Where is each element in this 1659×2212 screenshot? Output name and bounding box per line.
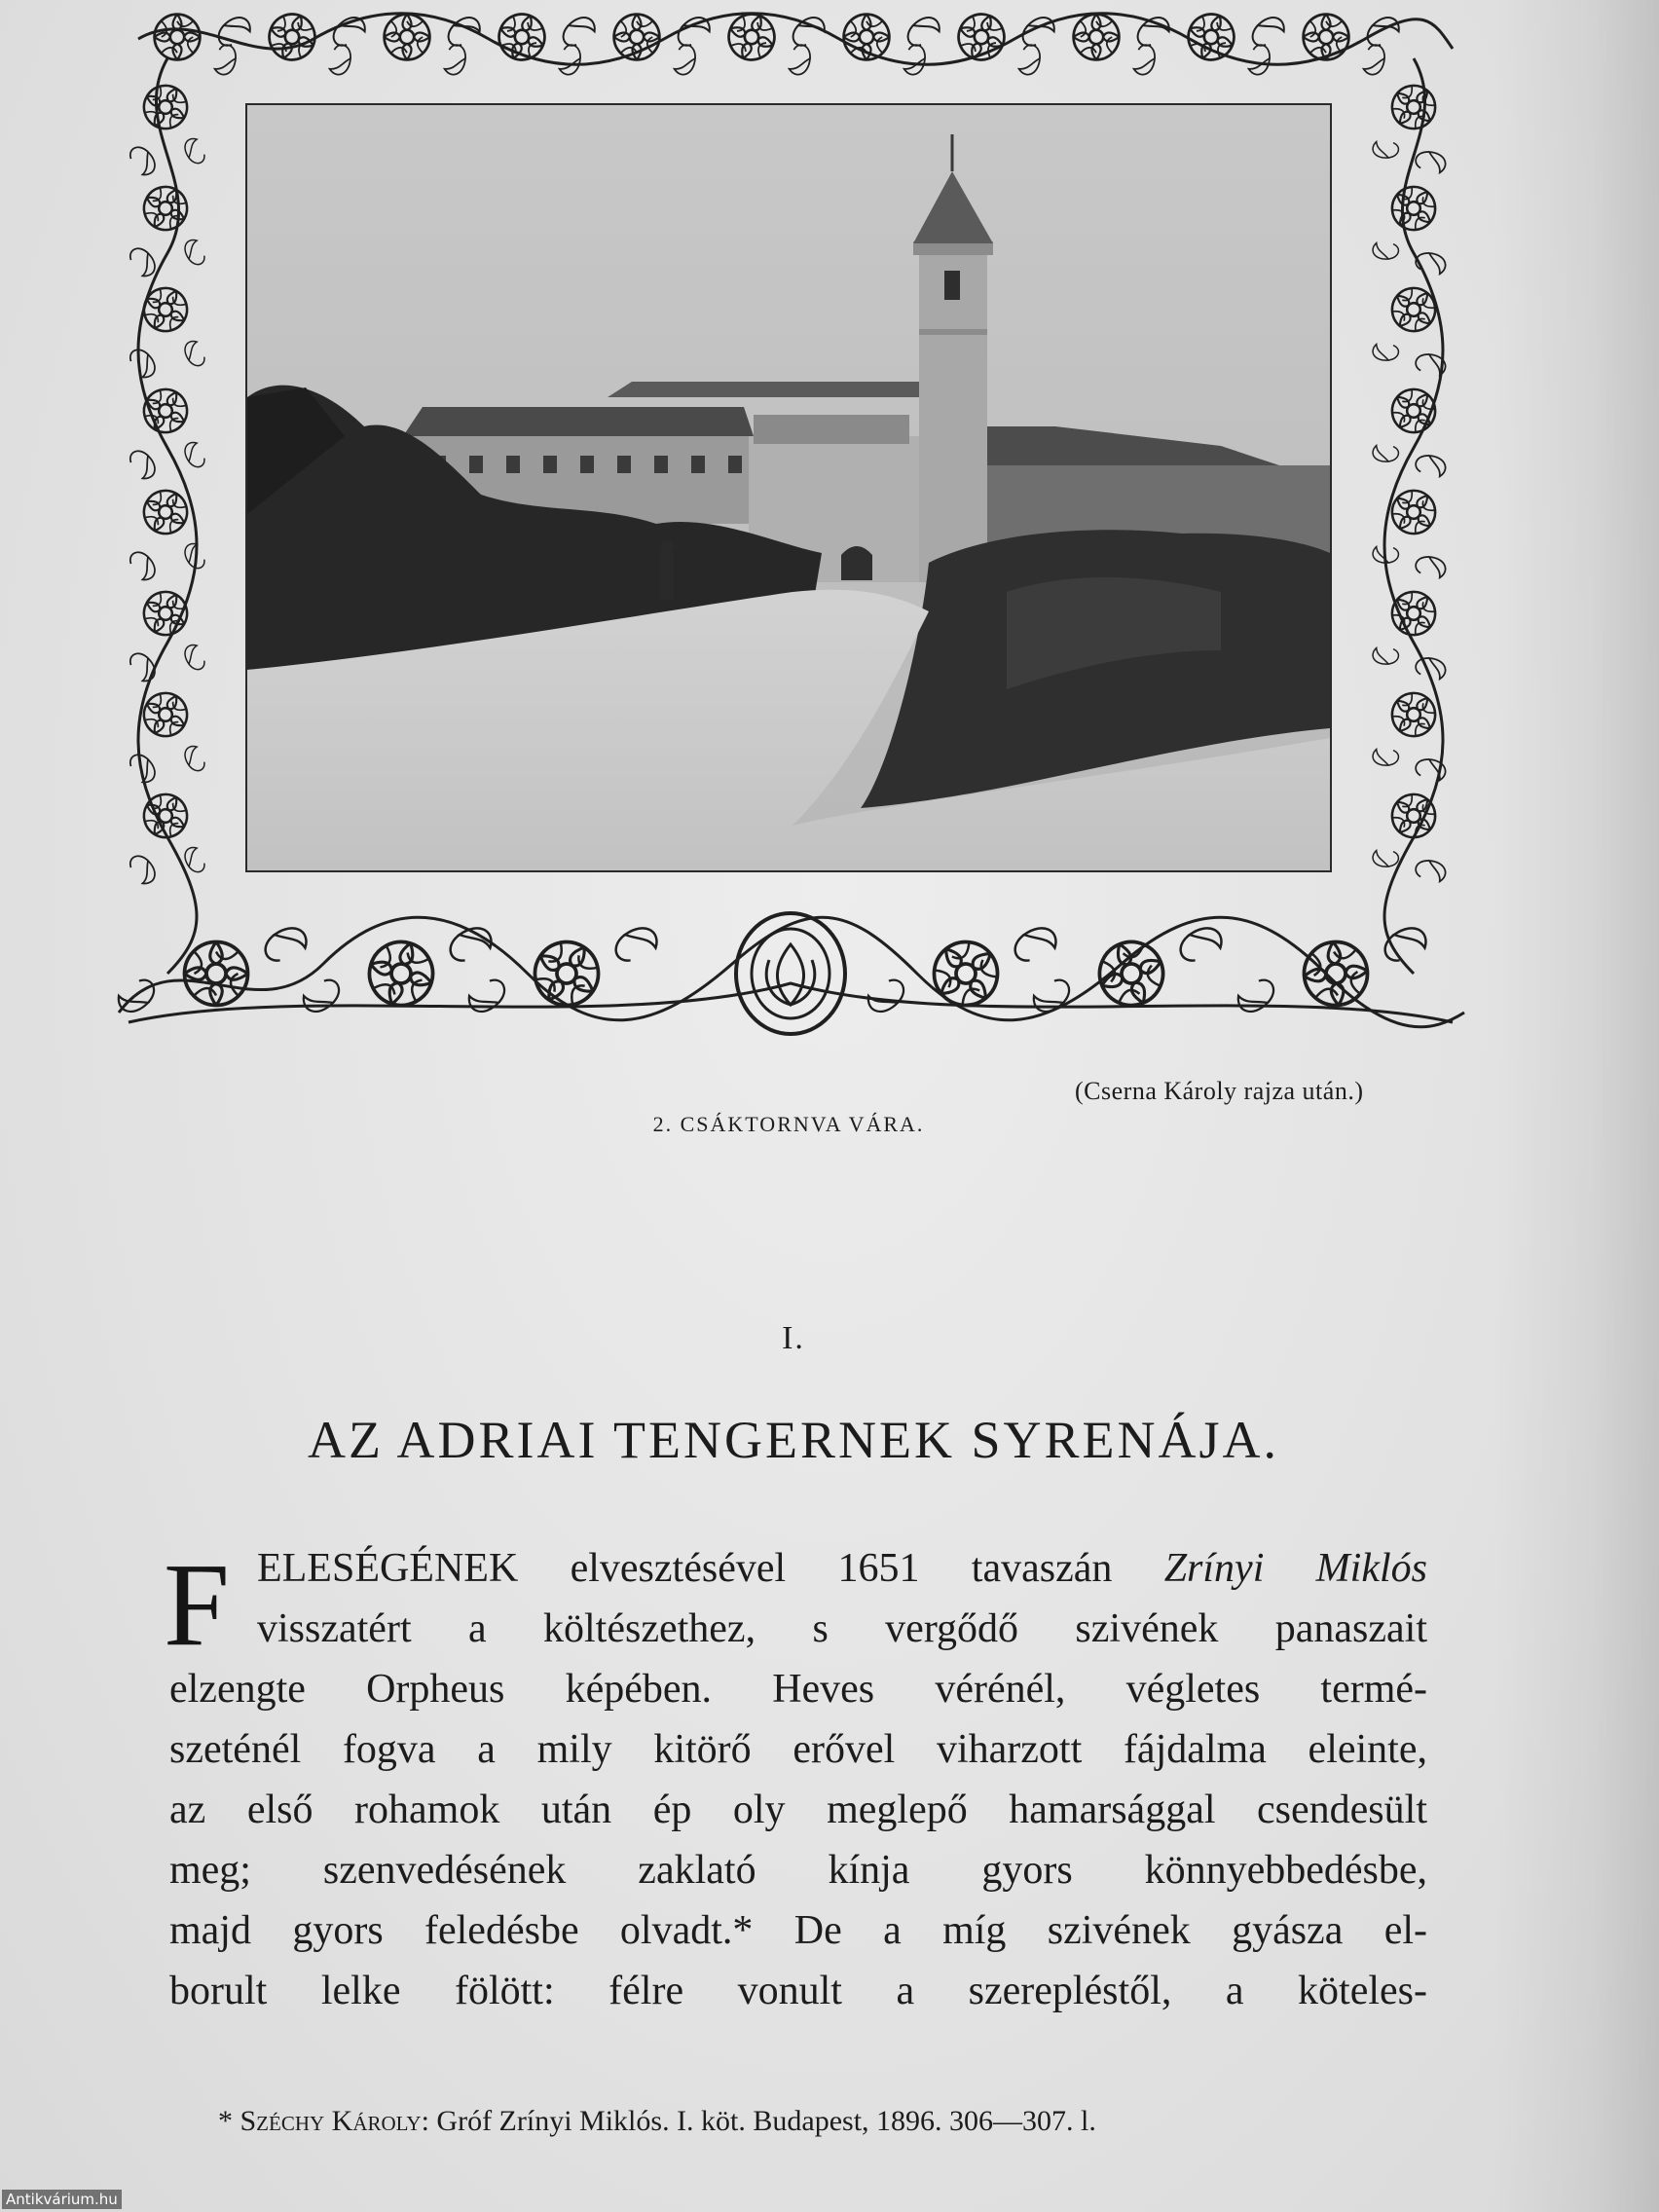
- small-caps-word: ELESÉGÉNEK: [257, 1546, 519, 1591]
- body-line: meg; szenvedésének zaklató kínja gyors könnyebbedésbe,: [169, 1848, 1427, 1893]
- footnote-marker: *: [218, 2105, 233, 2137]
- body-line: visszatért a költészethez, s vergődő szivének panaszait: [257, 1606, 1427, 1651]
- body-line: majd gyors feledésbe olvadt.* De a míg szivének gyásza el-: [169, 1908, 1427, 1953]
- body-line: borult lelke fölött: félre vonult a szerepléstől, a köteles-: [169, 1969, 1427, 2013]
- body-line: az első rohamok után ép oly meglepő hamarsággal csendesült: [169, 1788, 1427, 1832]
- chapter-number: I.: [782, 1320, 805, 1356]
- figure-caption: 2. CSÁKTORNVA VÁRA.: [652, 1112, 925, 1136]
- italic-name: Zrínyi Miklós: [1163, 1546, 1427, 1591]
- footnote-author: Széchy Károly: [240, 2105, 422, 2137]
- watermark: Antikvárium.hu: [2, 2190, 122, 2209]
- castle-photo-icon: [245, 103, 1332, 872]
- footnote: [218, 2101, 1367, 2142]
- body-line: szeténél fogva a mily kitörő erővel viharzott fájdalma eleinte,: [169, 1727, 1427, 1772]
- chapter-title: AZ ADRIAI TENGERNEK SYRENÁJA.: [308, 1411, 1279, 1469]
- drop-cap: F: [164, 1539, 230, 1671]
- body-line: elzengte Orpheus képében. Heves vérénél, végletes termé-: [169, 1667, 1427, 1712]
- figure-credit: (Cserna Károly rajza után.): [1075, 1077, 1364, 1105]
- footnote-text: : Gróf Zrínyi Miklós. I. köt. Budapest, 1896. 306—307. l.: [421, 2105, 1096, 2137]
- line-text: elvesztésével 1651 tavaszán: [518, 1546, 1164, 1591]
- page-shadow: [1493, 0, 1659, 2212]
- body-line: [257, 1538, 1427, 1599]
